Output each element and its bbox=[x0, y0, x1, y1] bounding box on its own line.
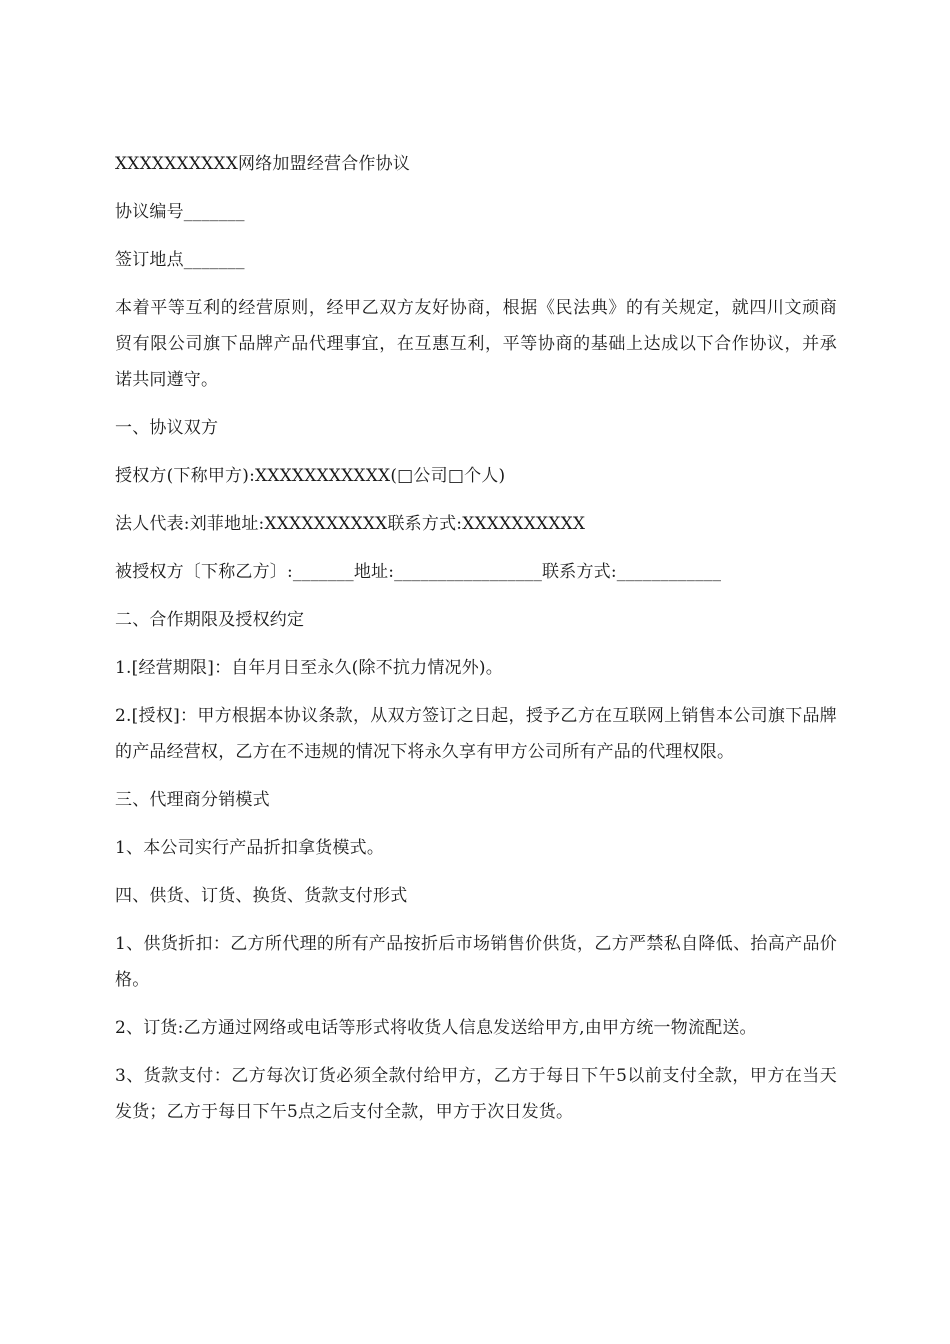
payment-clause: 3、货款支付：乙方每次订货必须全款付给甲方，乙方于每日下午5以前支付全款，甲方在当天发货；乙方于每日下午5点之后支付全款，甲方于次日发货。 bbox=[115, 1066, 837, 1122]
section-1-heading: 一、协议双方 bbox=[115, 418, 219, 438]
section-3-heading: 三、代理商分销模式 bbox=[115, 790, 270, 810]
section-2-heading: 二、合作期限及授权约定 bbox=[115, 610, 305, 630]
section-4-heading: 四、供货、订货、换货、货款支付形式 bbox=[115, 886, 408, 906]
signing-place: 签订地点_______ bbox=[115, 250, 245, 270]
authorization-clause: 2.[授权]：甲方根据本协议条款，从双方签订之日起，授予乙方在互联网上销售本公司旗下品牌的产品经营权，乙方在不违规的情况下将永久享有甲方公司所有产品的代理权限。 bbox=[115, 706, 837, 762]
document-title: XXXXXXXXXX网络加盟经营合作协议 bbox=[115, 154, 411, 174]
party-a-line: 授权方(下称甲方):XXXXXXXXXXX(□公司□个人) bbox=[115, 466, 506, 486]
legal-rep-line: 法人代表:刘菲地址:XXXXXXXXXX联系方式:XXXXXXXXXX bbox=[115, 514, 586, 534]
distribution-clause: 1、本公司实行产品折扣拿货模式。 bbox=[115, 838, 385, 858]
intro-paragraph: 本着平等互利的经营原则，经甲乙双方友好协商，根据《民法典》的有关规定，就四川文顽商贸有限公司旗下品牌产品代理事宜，在互惠互利，平等协商的基础上达成以下合作协议，并承诺共同遵守。 bbox=[115, 298, 837, 390]
ordering-clause: 2、订货:乙方通过网络或电话等形式将收货人信息发送给甲方,由甲方统一物流配送。 bbox=[115, 1018, 757, 1038]
supply-discount-clause: 1、供货折扣：乙方所代理的所有产品按折后市场销售价供货，乙方严禁私自降低、抬高产品价格。 bbox=[115, 934, 837, 990]
term-clause: 1.[经营期限]：自年月日至永久(除不抗力情况外)。 bbox=[115, 658, 503, 678]
party-b-line: 被授权方〔下称乙方〕:_______地址:_________________联系方式:____________ bbox=[115, 562, 722, 582]
document-body bbox=[115, 146, 837, 1142]
agreement-number: 协议编号_______ bbox=[115, 202, 245, 222]
